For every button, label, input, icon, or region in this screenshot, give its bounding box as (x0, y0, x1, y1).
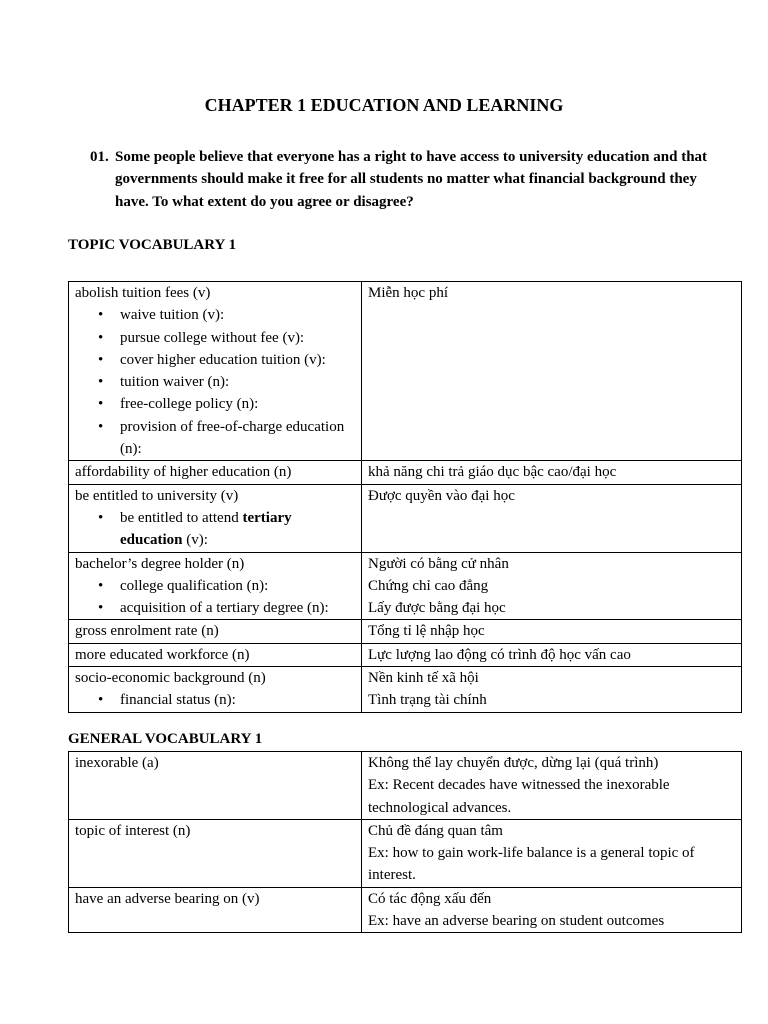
meaning-line: Tổng tỉ lệ nhập học (368, 623, 485, 640)
meaning-cell (362, 282, 742, 461)
topic-vocabulary-table (68, 281, 742, 713)
table-row (69, 552, 742, 620)
question-text: Some people believe that everyone has a right to have access to university education and that governments should make it free for all students no matter what financial background they have. To what extent do you agree or disagree? (115, 149, 708, 210)
meaning-cell (362, 752, 742, 820)
general-vocabulary-heading: GENERAL VOCABULARY 1 (68, 731, 263, 747)
meaning-line: Có tác động xấu đến (368, 890, 492, 907)
synonym-item: • acquisition of a tertiary degree (n): (120, 597, 355, 619)
synonym-item: • financial status (n): (120, 689, 355, 711)
meaning-line: Lấy được bằng đại học (368, 600, 506, 617)
synonym-item: • provision of free-of-charge education (n): (120, 416, 355, 461)
page-title: CHAPTER 1 EDUCATION AND LEARNING (204, 95, 564, 115)
meaning-cell (362, 667, 742, 713)
meaning-line: Lực lượng lao động có trình độ học vấn cao (368, 646, 631, 663)
synonym-bold-text: tertiary education (120, 509, 292, 549)
term-cell (69, 484, 362, 552)
meaning-cell (362, 887, 742, 933)
meaning-line: Người có bằng cử nhân (368, 555, 509, 572)
meaning-cell (362, 484, 742, 552)
term: be entitled to university (v) (75, 487, 239, 504)
synonym-list (75, 507, 355, 552)
meaning-cell (362, 643, 742, 666)
meaning-line: Chủ đề đáng quan tâm (368, 822, 503, 839)
synonym-suffix: (v): (182, 532, 208, 549)
synonym-item: • college qualification (n): (120, 575, 355, 597)
term: affordability of higher education (n) (75, 464, 292, 481)
term: more educated workforce (n) (75, 646, 250, 663)
meaning-cell (362, 819, 742, 887)
meaning-line: Tình trạng tài chính (368, 692, 487, 709)
meaning-cell (362, 620, 742, 643)
table-row (69, 752, 742, 820)
meaning-cell (362, 552, 742, 620)
term: gross enrolment rate (n) (75, 623, 219, 640)
question-number: 01. (90, 149, 109, 165)
term: inexorable (a) (75, 755, 159, 771)
term: abolish tuition fees (v) (75, 285, 211, 301)
term-cell (69, 752, 362, 820)
table-row (69, 667, 742, 713)
term-cell (69, 819, 362, 887)
synonym-item: • cover higher education tuition (v): (120, 349, 355, 371)
meaning-line: Chứng chỉ cao đẳng (368, 577, 489, 594)
synonym-item: • tuition waiver (n): (120, 371, 355, 393)
table-row (69, 620, 742, 643)
synonym-item: • free-college policy (n): (120, 393, 355, 415)
term-cell (69, 667, 362, 713)
synonym-list (75, 304, 355, 460)
term: topic of interest (n) (75, 822, 191, 839)
meaning-line: Được quyền vào đại học (368, 487, 515, 504)
essay-question (90, 146, 710, 213)
term-cell (69, 552, 362, 620)
example-line: Ex: have an adverse bearing on student outcomes (368, 913, 665, 930)
synonym-item: • pursue college without fee (v): (120, 327, 355, 349)
example-line: Ex: how to gain work-life balance is a general topic of interest. (368, 845, 695, 884)
table-row (69, 887, 742, 933)
term-cell (69, 620, 362, 643)
example-line: Ex: Recent decades have witnessed the inexorable technological advances. (368, 777, 670, 816)
synonym-list (75, 575, 355, 620)
synonym-list (75, 689, 355, 711)
term-cell (69, 282, 362, 461)
term: have an adverse bearing on (v) (75, 890, 260, 907)
meaning-cell (362, 461, 742, 484)
synonym-text: be entitled to attend (120, 509, 243, 526)
general-vocabulary-table (68, 751, 742, 933)
term-cell (69, 461, 362, 484)
synonym-item (120, 507, 355, 552)
table-row (69, 484, 742, 552)
term-cell (69, 887, 362, 933)
term-cell (69, 643, 362, 666)
topic-vocabulary-heading: TOPIC VOCABULARY 1 (68, 237, 237, 253)
meaning-line: Nền kinh tế xã hội (368, 670, 479, 687)
table-row (69, 461, 742, 484)
meaning-line: khả năng chi trả giáo dục bậc cao/đại học (368, 464, 617, 481)
table-row (69, 643, 742, 666)
synonym-item: • waive tuition (v): (120, 304, 355, 326)
term: bachelor’s degree holder (n) (75, 555, 245, 572)
meaning-line: Miễn học phí (368, 285, 448, 301)
term: socio-economic background (n) (75, 670, 266, 687)
table-row (69, 282, 742, 461)
meaning-line: Không thể lay chuyển được, dừng lại (quá trình) (368, 755, 659, 771)
table-row (69, 819, 742, 887)
